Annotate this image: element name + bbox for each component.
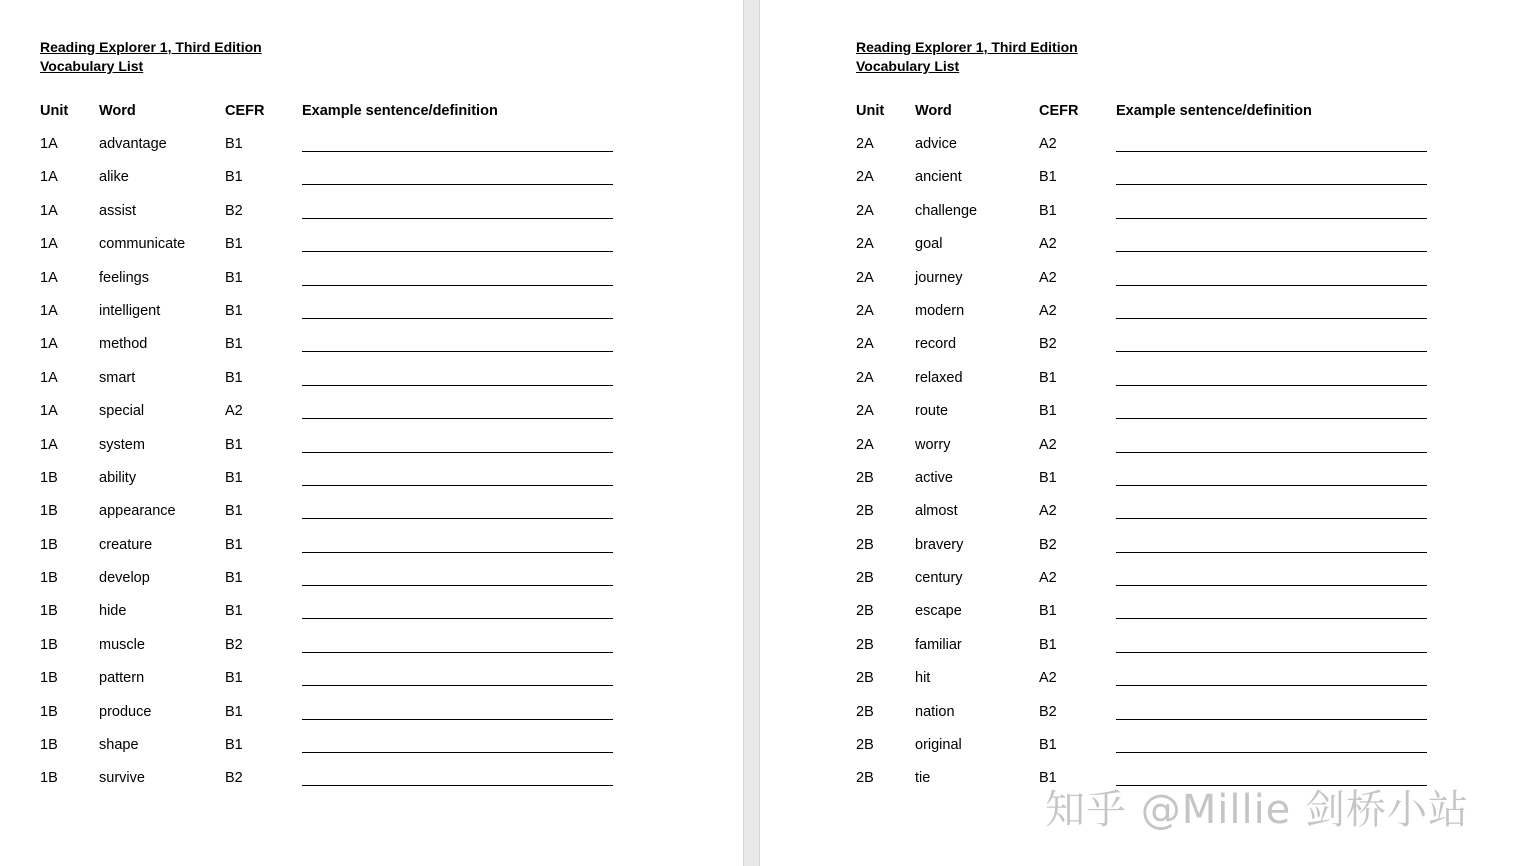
table-row: [760, 161, 1534, 194]
answer-blank-line: [302, 184, 613, 185]
cefr-cell: B1: [225, 136, 243, 152]
title-line-2: Vocabulary List: [40, 58, 144, 74]
word-cell: smart: [99, 369, 136, 386]
document-title: [856, 38, 1078, 76]
word-cell: hide: [99, 603, 127, 620]
word-cell: advantage: [99, 136, 167, 152]
answer-blank-line: [302, 285, 613, 286]
cefr-cell: B1: [225, 603, 243, 620]
word-cell: record: [915, 336, 957, 353]
header-example: Example sentence/definition: [302, 103, 498, 119]
cefr-cell: B1: [225, 236, 243, 253]
unit-cell: 2B: [856, 703, 874, 720]
title-line-1: Reading Explorer 1, Third Edition: [856, 39, 1078, 55]
cefr-cell: B1: [225, 737, 243, 754]
word-cell: original: [915, 737, 962, 754]
table-row: [760, 228, 1534, 261]
table-row: [760, 662, 1534, 695]
word-cell: worry: [915, 436, 951, 453]
unit-cell: 1A: [40, 269, 58, 286]
table-row: [760, 629, 1534, 662]
table-row: [0, 328, 743, 361]
table-row: [760, 529, 1534, 562]
cefr-cell: A2: [1039, 236, 1057, 253]
table-row: [760, 462, 1534, 495]
cefr-cell: B2: [1039, 336, 1057, 353]
cefr-cell: A2: [1039, 670, 1057, 687]
unit-cell: 1B: [40, 603, 58, 620]
word-cell: produce: [99, 703, 152, 720]
unit-cell: 1A: [40, 302, 58, 319]
cefr-cell: B1: [225, 469, 243, 486]
table-row: [0, 295, 743, 328]
answer-blank-line: [302, 552, 613, 553]
unit-cell: 2B: [856, 570, 874, 587]
cefr-cell: A2: [1039, 269, 1057, 286]
word-cell: alike: [99, 169, 129, 186]
unit-cell: 2B: [856, 469, 874, 486]
cefr-cell: B2: [225, 770, 243, 787]
unit-cell: 2A: [856, 136, 874, 152]
unit-cell: 1B: [40, 503, 58, 520]
answer-blank-line: [302, 585, 613, 586]
cefr-cell: B1: [225, 536, 243, 553]
document-title: [40, 38, 262, 76]
word-cell: almost: [915, 503, 958, 520]
table-row: [0, 429, 743, 462]
cefr-cell: B1: [225, 670, 243, 687]
word-cell: communicate: [99, 236, 186, 253]
table-row: [760, 729, 1534, 762]
answer-blank-line: [1116, 485, 1427, 486]
cefr-cell: B2: [225, 202, 243, 219]
answer-blank-line: [1116, 184, 1427, 185]
answer-blank-line: [1116, 518, 1427, 519]
answer-blank-line: [1116, 618, 1427, 619]
word-cell: century: [915, 570, 963, 587]
table-row: [0, 629, 743, 662]
cefr-cell: A2: [225, 403, 243, 420]
unit-cell: 1A: [40, 436, 58, 453]
cefr-cell: A2: [1039, 503, 1057, 520]
unit-cell: 2A: [856, 236, 874, 253]
document-page-left: [0, 0, 743, 866]
answer-blank-line: [302, 518, 613, 519]
unit-cell: 2A: [856, 369, 874, 386]
answer-blank-line: [302, 218, 613, 219]
table-row: [760, 195, 1534, 228]
cefr-cell: B1: [225, 570, 243, 587]
cefr-cell: B1: [1039, 469, 1057, 486]
answer-blank-line: [302, 618, 613, 619]
unit-cell: 1A: [40, 336, 58, 353]
unit-cell: 1B: [40, 703, 58, 720]
word-cell: journey: [915, 269, 963, 286]
word-cell: nation: [915, 703, 955, 720]
cefr-cell: B1: [225, 703, 243, 720]
cefr-cell: B1: [225, 336, 243, 353]
word-cell: goal: [915, 236, 943, 253]
answer-blank-line: [1116, 685, 1427, 686]
unit-cell: 2A: [856, 403, 874, 420]
cefr-cell: B1: [1039, 737, 1057, 754]
table-row: [760, 429, 1534, 462]
unit-cell: 1A: [40, 236, 58, 253]
answer-blank-line: [302, 785, 613, 786]
answer-blank-line: [302, 719, 613, 720]
title-line-2: Vocabulary List: [856, 58, 960, 74]
answer-blank-line: [302, 485, 613, 486]
table-row: [0, 395, 743, 428]
table-row: [760, 495, 1534, 528]
word-cell: intelligent: [99, 302, 161, 319]
cefr-cell: A2: [1039, 570, 1057, 587]
table-row: [760, 362, 1534, 395]
page-gutter: [743, 0, 760, 866]
word-cell: assist: [99, 202, 137, 219]
answer-blank-line: [1116, 652, 1427, 653]
word-cell: challenge: [915, 202, 978, 219]
unit-cell: 2B: [856, 670, 874, 687]
word-cell: ability: [99, 469, 137, 486]
unit-cell: 1B: [40, 636, 58, 653]
table-row: [760, 128, 1534, 161]
word-cell: active: [915, 469, 953, 486]
answer-blank-line: [302, 251, 613, 252]
cefr-cell: B2: [1039, 536, 1057, 553]
unit-cell: 1A: [40, 202, 58, 219]
unit-cell: 2A: [856, 269, 874, 286]
table-row: [0, 762, 743, 795]
answer-blank-line: [302, 652, 613, 653]
answer-blank-line: [302, 385, 613, 386]
table-row: [0, 595, 743, 628]
cefr-cell: B2: [225, 636, 243, 653]
answer-blank-line: [302, 752, 613, 753]
unit-cell: 1A: [40, 169, 58, 186]
header-unit: Unit: [856, 103, 885, 119]
table-row: [760, 262, 1534, 295]
unit-cell: 1B: [40, 570, 58, 587]
cefr-cell: B1: [1039, 603, 1057, 620]
word-cell: feelings: [99, 269, 149, 286]
answer-blank-line: [1116, 552, 1427, 553]
watermark: 知乎 @Millie 剑桥小站: [1045, 787, 1470, 833]
cefr-cell: B1: [1039, 403, 1057, 420]
unit-cell: 2A: [856, 302, 874, 319]
document-page-right: [760, 0, 1534, 866]
table-row: [760, 395, 1534, 428]
answer-blank-line: [302, 685, 613, 686]
word-cell: pattern: [99, 670, 145, 687]
unit-cell: 2B: [856, 636, 874, 653]
table-row: [0, 128, 743, 161]
cefr-cell: B1: [225, 302, 243, 319]
cefr-cell: B1: [1039, 169, 1057, 186]
header-word: Word: [99, 103, 136, 119]
word-cell: muscle: [99, 636, 145, 653]
answer-blank-line: [1116, 318, 1427, 319]
word-cell: bravery: [915, 536, 964, 553]
unit-cell: 2A: [856, 336, 874, 353]
unit-cell: 1A: [40, 369, 58, 386]
unit-cell: 2B: [856, 503, 874, 520]
table-row: [0, 662, 743, 695]
answer-blank-line: [302, 418, 613, 419]
table-row: [0, 462, 743, 495]
answer-blank-line: [1116, 719, 1427, 720]
word-cell: route: [915, 403, 949, 420]
table-row: [760, 595, 1534, 628]
answer-blank-line: [1116, 218, 1427, 219]
unit-cell: 2A: [856, 169, 874, 186]
cefr-cell: B1: [1039, 202, 1057, 219]
answer-blank-line: [1116, 385, 1427, 386]
word-cell: escape: [915, 603, 962, 620]
table-row: [0, 729, 743, 762]
unit-cell: 2A: [856, 202, 874, 219]
cefr-cell: B1: [1039, 770, 1057, 787]
answer-blank-line: [1116, 452, 1427, 453]
unit-cell: 1B: [40, 737, 58, 754]
unit-cell: 2B: [856, 536, 874, 553]
unit-cell: 2A: [856, 436, 874, 453]
answer-blank-line: [1116, 585, 1427, 586]
cefr-cell: B1: [225, 369, 243, 386]
word-cell: creature: [99, 536, 153, 553]
title-line-1: Reading Explorer 1, Third Edition: [40, 39, 262, 55]
answer-blank-line: [1116, 351, 1427, 352]
word-cell: relaxed: [915, 369, 963, 386]
cefr-cell: B1: [1039, 369, 1057, 386]
cefr-cell: A2: [1039, 302, 1057, 319]
table-row: [0, 696, 743, 729]
cefr-cell: A2: [1039, 136, 1057, 152]
unit-cell: 1B: [40, 469, 58, 486]
unit-cell: 1B: [40, 770, 58, 787]
word-cell: system: [99, 436, 145, 453]
table-row: [0, 195, 743, 228]
table-row: [0, 228, 743, 261]
word-cell: hit: [915, 670, 931, 687]
table-row: [0, 262, 743, 295]
word-cell: appearance: [99, 503, 176, 520]
answer-blank-line: [302, 452, 613, 453]
table-row: [760, 328, 1534, 361]
word-cell: survive: [99, 770, 145, 787]
cefr-cell: B1: [1039, 636, 1057, 653]
vocab-table-left: [0, 128, 743, 796]
cefr-cell: B1: [225, 269, 243, 286]
table-row: [0, 562, 743, 595]
header-cefr: CEFR: [1039, 103, 1079, 119]
answer-blank-line: [1116, 418, 1427, 419]
word-cell: shape: [99, 737, 139, 754]
table-row: [760, 295, 1534, 328]
cefr-cell: A2: [1039, 436, 1057, 453]
word-cell: special: [99, 403, 145, 420]
word-cell: modern: [915, 302, 965, 319]
answer-blank-line: [1116, 251, 1427, 252]
word-cell: develop: [99, 570, 150, 587]
header-word: Word: [915, 103, 952, 119]
header-unit: Unit: [40, 103, 69, 119]
header-example: Example sentence/definition: [1116, 103, 1312, 119]
word-cell: tie: [915, 770, 931, 787]
unit-cell: 2B: [856, 737, 874, 754]
word-cell: ancient: [915, 169, 962, 186]
unit-cell: 1A: [40, 136, 58, 152]
vocab-table-right: [760, 128, 1534, 796]
table-row: [0, 529, 743, 562]
unit-cell: 2B: [856, 603, 874, 620]
cefr-cell: B1: [225, 169, 243, 186]
answer-blank-line: [302, 151, 613, 152]
cefr-cell: B1: [225, 503, 243, 520]
answer-blank-line: [302, 318, 613, 319]
table-row: [0, 362, 743, 395]
unit-cell: 1B: [40, 670, 58, 687]
table-row: [0, 495, 743, 528]
word-cell: advice: [915, 136, 957, 152]
unit-cell: 2B: [856, 770, 874, 787]
answer-blank-line: [1116, 285, 1427, 286]
word-cell: method: [99, 336, 148, 353]
cefr-cell: B1: [225, 436, 243, 453]
answer-blank-line: [1116, 151, 1427, 152]
table-row: [760, 562, 1534, 595]
header-cefr: CEFR: [225, 103, 265, 119]
cefr-cell: B2: [1039, 703, 1057, 720]
answer-blank-line: [1116, 752, 1427, 753]
unit-cell: 1A: [40, 403, 58, 420]
answer-blank-line: [302, 351, 613, 352]
table-row: [760, 696, 1534, 729]
unit-cell: 1B: [40, 536, 58, 553]
word-cell: familiar: [915, 636, 962, 653]
table-row: [0, 161, 743, 194]
